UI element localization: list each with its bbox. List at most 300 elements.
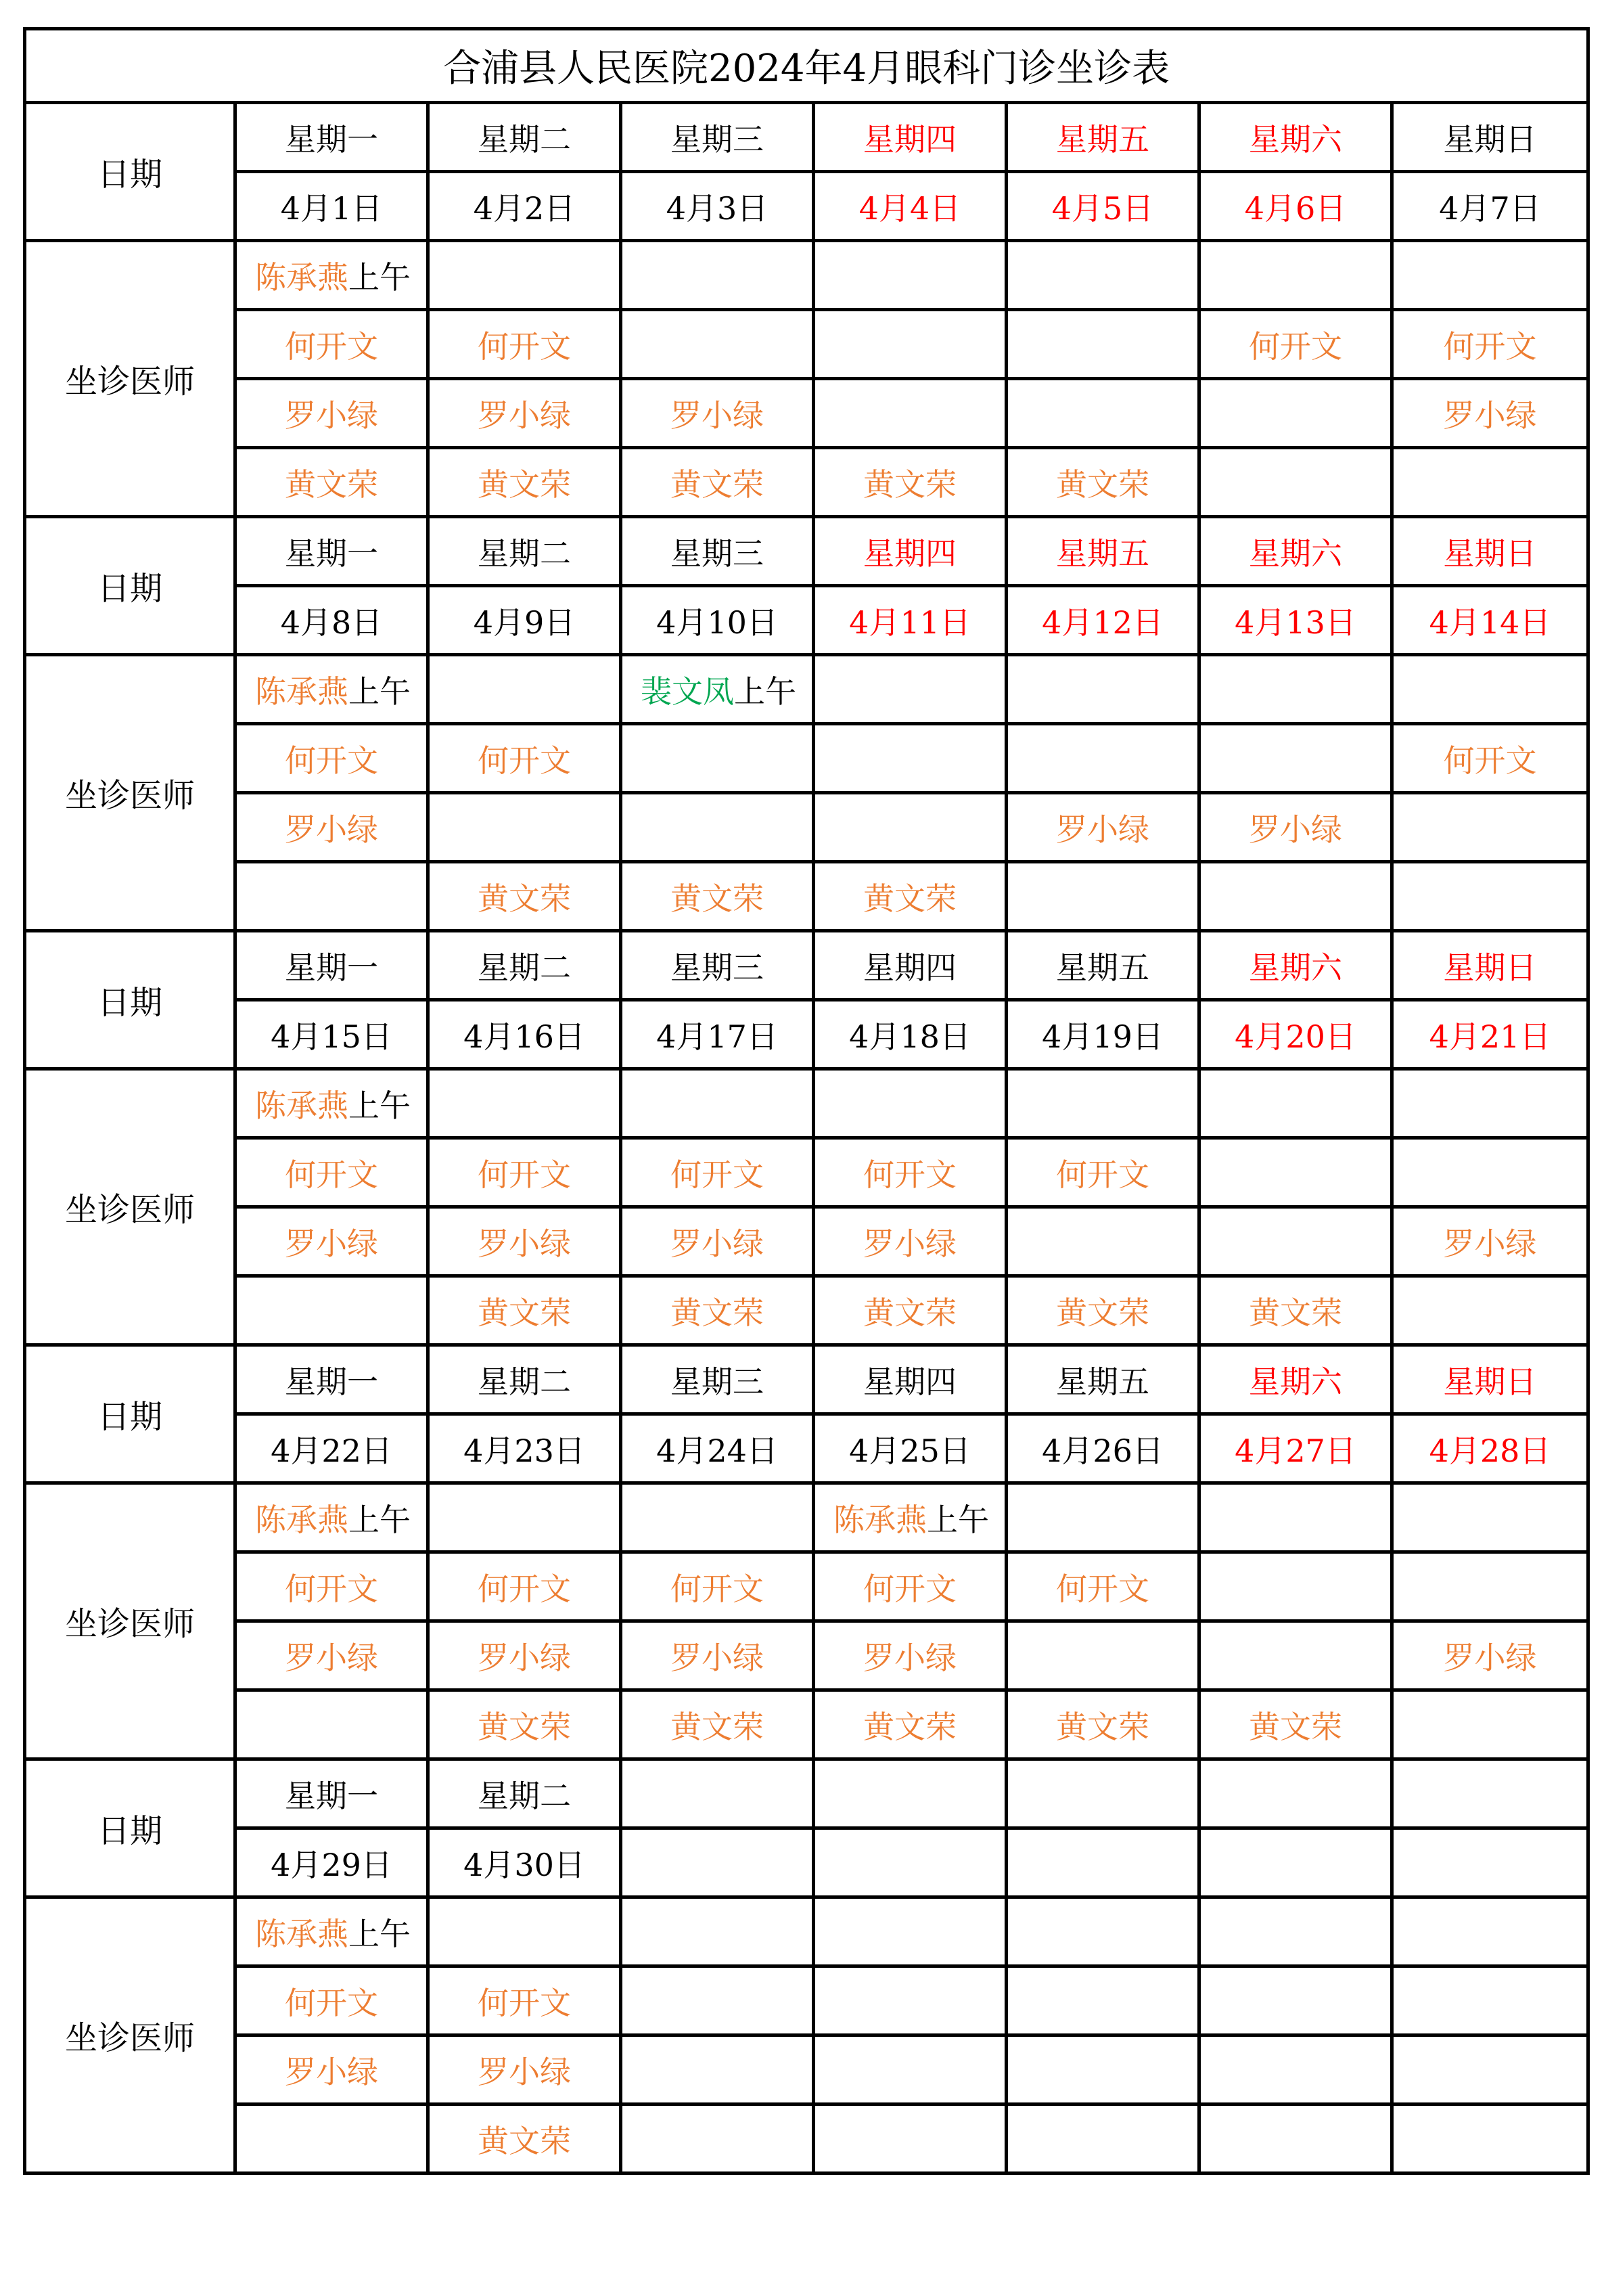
doctor-cell — [1199, 1276, 1392, 1345]
doctor-cell — [621, 1138, 814, 1207]
doctor-cell — [1199, 448, 1392, 517]
date-row — [25, 1000, 1588, 1069]
doctor-cell — [428, 655, 621, 724]
doctor-name: 何开文 — [478, 742, 571, 779]
weekday-cell — [1392, 1759, 1588, 1828]
doctor-cell — [235, 448, 428, 517]
doctor-row — [25, 862, 1588, 931]
doctor-name: 罗小绿 — [478, 1225, 571, 1262]
doctor-cell — [814, 379, 1007, 448]
doctor-cell — [1392, 379, 1588, 448]
doctor-row — [25, 1621, 1588, 1690]
doctor-cell — [621, 1897, 814, 1966]
date-cell: 4月25日 — [814, 1414, 1007, 1483]
date-cell: 4月4日 — [814, 172, 1007, 241]
doctor-name: 罗小绿 — [1443, 1639, 1537, 1676]
doctors-label: 坐诊医师 — [25, 1483, 235, 1759]
date-cell: 4月21日 — [1392, 1000, 1588, 1069]
doctor-cell — [814, 448, 1007, 517]
weekday-row — [25, 931, 1588, 1000]
doctor-cell — [1007, 1690, 1199, 1759]
doctor-name: 何开文 — [863, 1570, 957, 1607]
doctor-cell — [1392, 1690, 1588, 1759]
date-cell: 4月9日 — [428, 586, 621, 655]
table-title: 合浦县人民医院2024年4月眼科门诊坐诊表 — [25, 29, 1588, 103]
doctor-cell — [621, 241, 814, 310]
doctor-cell — [621, 724, 814, 793]
doctor-row — [25, 1483, 1588, 1552]
doctor-name: 陈承燕 — [255, 1915, 348, 1952]
doctor-cell — [814, 793, 1007, 862]
date-cell: 4月7日 — [1392, 172, 1588, 241]
weekday-row — [25, 1345, 1588, 1414]
doctor-cell — [1007, 2104, 1199, 2174]
doctor-row — [25, 1207, 1588, 1276]
doctor-cell — [428, 2104, 621, 2174]
date-cell — [1199, 1828, 1392, 1897]
date-label: 日期 — [25, 1345, 235, 1483]
weekday-cell: 星期六 — [1199, 1345, 1392, 1414]
doctor-name: 黄文荣 — [285, 466, 378, 503]
doctor-name: 罗小绿 — [670, 1639, 764, 1676]
date-row — [25, 1414, 1588, 1483]
doctor-name: 罗小绿 — [863, 1225, 957, 1262]
doctor-cell — [428, 1276, 621, 1345]
weekday-row — [25, 103, 1588, 172]
doctor-cell — [1007, 793, 1199, 862]
doctor-name: 罗小绿 — [478, 397, 571, 434]
doctor-name: 何开文 — [1443, 328, 1537, 365]
date-cell: 4月30日 — [428, 1828, 621, 1897]
weekday-cell: 星期四 — [814, 1345, 1007, 1414]
doctor-cell — [235, 1966, 428, 2035]
doctor-row — [25, 310, 1588, 379]
doctor-cell — [621, 379, 814, 448]
doctor-cell — [235, 793, 428, 862]
doctor-cell — [1007, 862, 1199, 931]
weekday-cell: 星期五 — [1007, 103, 1199, 172]
doctor-cell — [1199, 2035, 1392, 2104]
date-cell: 4月10日 — [621, 586, 814, 655]
doctor-name: 罗小绿 — [285, 397, 378, 434]
weekday-cell — [1199, 1759, 1392, 1828]
doctor-cell — [428, 793, 621, 862]
weekday-cell: 星期二 — [428, 103, 621, 172]
doctor-cell — [814, 1621, 1007, 1690]
doctor-row — [25, 793, 1588, 862]
doctor-name: 陈承燕 — [833, 1501, 927, 1538]
doctor-name: 裴文凤 — [641, 673, 734, 710]
doctor-cell — [1007, 310, 1199, 379]
doctor-cell — [814, 1138, 1007, 1207]
doctor-name: 罗小绿 — [1443, 397, 1537, 434]
doctor-name: 何开文 — [285, 742, 378, 779]
doctor-cell — [621, 1621, 814, 1690]
doctor-cell — [1199, 310, 1392, 379]
doctor-cell — [1199, 1897, 1392, 1966]
doctor-cell — [428, 1966, 621, 2035]
doctor-name: 罗小绿 — [285, 2053, 378, 2090]
doctor-name: 黄文荣 — [863, 1708, 957, 1745]
doctor-cell — [1392, 241, 1588, 310]
doctor-name: 黄文荣 — [863, 880, 957, 917]
weekday-cell: 星期四 — [814, 103, 1007, 172]
doctor-name: 黄文荣 — [863, 1294, 957, 1331]
session-label: 上午 — [348, 1501, 411, 1538]
date-cell: 4月28日 — [1392, 1414, 1588, 1483]
doctor-name: 黄文荣 — [670, 466, 764, 503]
doctor-name: 黄文荣 — [1249, 1708, 1342, 1745]
weekday-cell: 星期一 — [235, 931, 428, 1000]
date-row — [25, 172, 1588, 241]
doctors-label: 坐诊医师 — [25, 655, 235, 931]
doctor-cell — [1199, 1690, 1392, 1759]
doctor-name: 罗小绿 — [478, 2053, 571, 2090]
weekday-cell: 星期一 — [235, 1345, 428, 1414]
doctor-cell — [235, 2035, 428, 2104]
doctor-cell — [621, 793, 814, 862]
weekday-cell: 星期二 — [428, 517, 621, 586]
doctor-name: 何开文 — [1443, 742, 1537, 779]
date-cell — [621, 1828, 814, 1897]
weekday-row — [25, 517, 1588, 586]
doctor-name: 罗小绿 — [285, 811, 378, 848]
doctor-name: 陈承燕 — [255, 1501, 348, 1538]
date-cell: 4月12日 — [1007, 586, 1199, 655]
doctor-name: 黄文荣 — [478, 2122, 571, 2159]
weekday-cell: 星期一 — [235, 1759, 428, 1828]
doctor-cell — [814, 724, 1007, 793]
doctor-name: 黄文荣 — [1056, 466, 1149, 503]
weekday-cell: 星期二 — [428, 1345, 621, 1414]
doctor-cell — [621, 1276, 814, 1345]
doctor-cell — [235, 1897, 428, 1966]
date-cell: 4月6日 — [1199, 172, 1392, 241]
doctor-cell — [428, 1207, 621, 1276]
weekday-cell: 星期五 — [1007, 1345, 1199, 1414]
doctor-name: 罗小绿 — [285, 1639, 378, 1676]
doctor-cell — [1007, 655, 1199, 724]
weekday-cell — [621, 1759, 814, 1828]
doctor-cell — [1392, 1621, 1588, 1690]
doctor-cell — [1007, 1552, 1199, 1621]
date-label: 日期 — [25, 1759, 235, 1897]
doctor-name: 何开文 — [285, 1570, 378, 1607]
doctor-cell — [235, 1552, 428, 1621]
doctor-cell — [1199, 1966, 1392, 2035]
doctor-cell — [428, 1069, 621, 1138]
date-cell: 4月5日 — [1007, 172, 1199, 241]
date-cell: 4月27日 — [1199, 1414, 1392, 1483]
doctor-row — [25, 724, 1588, 793]
session-label: 上午 — [348, 1915, 411, 1952]
doctor-cell — [1392, 1897, 1588, 1966]
doctor-name: 何开文 — [285, 1984, 378, 2021]
weekday-cell: 星期五 — [1007, 931, 1199, 1000]
doctor-cell — [235, 1621, 428, 1690]
weekday-cell: 星期日 — [1392, 517, 1588, 586]
doctor-name: 何开文 — [478, 1984, 571, 2021]
doctor-name: 黄文荣 — [670, 1708, 764, 1745]
doctor-cell — [1392, 2104, 1588, 2174]
doctor-cell — [621, 2035, 814, 2104]
doctor-name: 陈承燕 — [255, 258, 348, 296]
doctor-cell — [1392, 1552, 1588, 1621]
doctor-name: 陈承燕 — [255, 673, 348, 710]
doctor-cell — [621, 448, 814, 517]
doctor-cell — [1392, 1483, 1588, 1552]
doctor-cell — [1199, 379, 1392, 448]
date-cell: 4月29日 — [235, 1828, 428, 1897]
weekday-cell: 星期日 — [1392, 1345, 1588, 1414]
doctor-cell — [1007, 1483, 1199, 1552]
session-label: 上午 — [927, 1501, 989, 1538]
doctor-cell — [621, 1552, 814, 1621]
doctor-cell — [621, 1690, 814, 1759]
doctor-name: 何开文 — [670, 1156, 764, 1193]
doctor-name: 黄文荣 — [1056, 1294, 1149, 1331]
doctor-cell — [814, 1483, 1007, 1552]
doctor-row — [25, 241, 1588, 310]
doctor-cell — [235, 310, 428, 379]
doctor-cell — [814, 1552, 1007, 1621]
doctor-cell — [1392, 793, 1588, 862]
doctor-cell — [1392, 862, 1588, 931]
doctor-cell — [235, 862, 428, 931]
doctor-cell — [1199, 724, 1392, 793]
doctor-cell — [235, 724, 428, 793]
weekday-cell: 星期一 — [235, 517, 428, 586]
doctor-row — [25, 448, 1588, 517]
schedule-table — [23, 27, 1590, 2175]
session-label: 上午 — [348, 673, 411, 710]
doctor-cell — [1199, 241, 1392, 310]
doctor-cell — [1007, 1966, 1199, 2035]
doctor-cell — [814, 655, 1007, 724]
doctor-name: 何开文 — [478, 1570, 571, 1607]
doctor-cell — [235, 2104, 428, 2174]
doctor-name: 罗小绿 — [670, 1225, 764, 1262]
doctor-cell — [621, 1207, 814, 1276]
date-cell — [1392, 1828, 1588, 1897]
weekday-cell: 星期一 — [235, 103, 428, 172]
doctor-cell — [428, 862, 621, 931]
date-cell — [1007, 1828, 1199, 1897]
date-cell: 4月15日 — [235, 1000, 428, 1069]
doctor-row — [25, 1897, 1588, 1966]
weekday-cell — [1007, 1759, 1199, 1828]
doctor-cell — [235, 1069, 428, 1138]
doctor-cell — [1007, 1138, 1199, 1207]
doctor-cell — [235, 1483, 428, 1552]
weekday-cell: 星期日 — [1392, 103, 1588, 172]
date-cell: 4月14日 — [1392, 586, 1588, 655]
doctor-row — [25, 1690, 1588, 1759]
doctor-cell — [235, 1690, 428, 1759]
date-label: 日期 — [25, 517, 235, 655]
doctor-name: 何开文 — [1249, 328, 1342, 365]
doctor-name: 黄文荣 — [478, 466, 571, 503]
weekday-row — [25, 1759, 1588, 1828]
doctor-cell — [621, 655, 814, 724]
doctor-cell — [621, 862, 814, 931]
weekday-cell: 星期三 — [621, 103, 814, 172]
doctor-name: 罗小绿 — [478, 1639, 571, 1676]
doctors-label: 坐诊医师 — [25, 241, 235, 517]
doctor-row — [25, 1069, 1588, 1138]
doctor-cell — [1392, 1069, 1588, 1138]
weekday-cell: 星期六 — [1199, 103, 1392, 172]
doctor-cell — [1007, 724, 1199, 793]
doctor-cell — [235, 379, 428, 448]
doctor-cell — [428, 379, 621, 448]
doctor-row — [25, 2104, 1588, 2174]
weekday-cell: 星期三 — [621, 931, 814, 1000]
doctor-cell — [428, 1690, 621, 1759]
date-cell: 4月3日 — [621, 172, 814, 241]
doctor-cell — [814, 1690, 1007, 1759]
date-cell: 4月24日 — [621, 1414, 814, 1483]
doctor-name: 何开文 — [478, 328, 571, 365]
doctor-row — [25, 1138, 1588, 1207]
doctor-cell — [1199, 1483, 1392, 1552]
doctor-name: 黄文荣 — [863, 466, 957, 503]
doctors-label: 坐诊医师 — [25, 1069, 235, 1345]
doctor-cell — [814, 1276, 1007, 1345]
date-label: 日期 — [25, 931, 235, 1069]
doctor-name: 黄文荣 — [478, 880, 571, 917]
date-cell: 4月16日 — [428, 1000, 621, 1069]
weekday-cell: 星期六 — [1199, 517, 1392, 586]
weekday-cell: 星期三 — [621, 1345, 814, 1414]
doctor-cell — [1007, 1276, 1199, 1345]
weekday-cell: 星期四 — [814, 931, 1007, 1000]
doctor-cell — [1199, 1069, 1392, 1138]
doctor-row — [25, 2035, 1588, 2104]
date-cell: 4月18日 — [814, 1000, 1007, 1069]
doctor-cell — [814, 1966, 1007, 2035]
doctor-cell — [1199, 655, 1392, 724]
doctor-cell — [621, 310, 814, 379]
doctor-name: 何开文 — [1056, 1570, 1149, 1607]
date-cell: 4月13日 — [1199, 586, 1392, 655]
doctor-cell — [428, 448, 621, 517]
doctor-cell — [621, 1483, 814, 1552]
doctor-cell — [235, 241, 428, 310]
doctor-name: 罗小绿 — [863, 1639, 957, 1676]
doctor-cell — [428, 1552, 621, 1621]
weekday-cell: 星期五 — [1007, 517, 1199, 586]
doctor-name: 黄文荣 — [1249, 1294, 1342, 1331]
weekday-cell: 星期日 — [1392, 931, 1588, 1000]
date-cell: 4月8日 — [235, 586, 428, 655]
doctor-name: 罗小绿 — [1249, 811, 1342, 848]
doctor-cell — [428, 724, 621, 793]
doctor-cell — [235, 1207, 428, 1276]
doctor-cell — [1392, 448, 1588, 517]
doctor-cell — [1392, 1966, 1588, 2035]
weekday-cell: 星期二 — [428, 1759, 621, 1828]
doctor-name: 黄文荣 — [670, 1294, 764, 1331]
doctor-name: 陈承燕 — [255, 1087, 348, 1124]
date-label: 日期 — [25, 103, 235, 241]
doctor-cell — [235, 1138, 428, 1207]
doctor-cell — [1199, 862, 1392, 931]
doctor-cell — [1199, 1138, 1392, 1207]
doctor-cell — [235, 655, 428, 724]
doctor-cell — [1199, 1207, 1392, 1276]
date-cell: 4月17日 — [621, 1000, 814, 1069]
doctor-cell — [1392, 655, 1588, 724]
doctor-cell — [814, 1207, 1007, 1276]
doctor-name: 何开文 — [670, 1570, 764, 1607]
doctor-cell — [1392, 1207, 1588, 1276]
doctor-cell — [1199, 793, 1392, 862]
doctors-label: 坐诊医师 — [25, 1897, 235, 2174]
doctor-name: 黄文荣 — [670, 880, 764, 917]
weekday-cell: 星期三 — [621, 517, 814, 586]
doctor-cell — [428, 2035, 621, 2104]
date-row — [25, 586, 1588, 655]
doctor-cell — [1199, 2104, 1392, 2174]
session-label: 上午 — [734, 673, 796, 710]
date-cell — [814, 1828, 1007, 1897]
doctor-row — [25, 655, 1588, 724]
doctor-cell — [814, 2104, 1007, 2174]
date-cell: 4月19日 — [1007, 1000, 1199, 1069]
date-cell: 4月11日 — [814, 586, 1007, 655]
doctor-cell — [428, 241, 621, 310]
weekday-cell — [814, 1759, 1007, 1828]
doctor-name: 罗小绿 — [1056, 811, 1149, 848]
doctor-cell — [428, 310, 621, 379]
date-cell: 4月2日 — [428, 172, 621, 241]
doctor-name: 何开文 — [478, 1156, 571, 1193]
doctor-cell — [814, 241, 1007, 310]
doctor-cell — [1392, 1138, 1588, 1207]
doctor-cell — [814, 1897, 1007, 1966]
doctor-row — [25, 1552, 1588, 1621]
title-row — [25, 29, 1588, 103]
date-cell: 4月26日 — [1007, 1414, 1199, 1483]
doctor-cell — [814, 2035, 1007, 2104]
doctor-name: 黄文荣 — [1056, 1708, 1149, 1745]
doctor-row — [25, 379, 1588, 448]
doctor-name: 罗小绿 — [285, 1225, 378, 1262]
doctor-cell — [428, 1897, 621, 1966]
doctor-cell — [814, 310, 1007, 379]
doctor-cell — [814, 862, 1007, 931]
session-label: 上午 — [348, 1087, 411, 1124]
doctor-cell — [428, 1483, 621, 1552]
doctor-cell — [1199, 1621, 1392, 1690]
doctor-cell — [1007, 1069, 1199, 1138]
doctor-cell — [1007, 1621, 1199, 1690]
session-label: 上午 — [348, 258, 411, 296]
doctor-cell — [621, 1069, 814, 1138]
doctor-name: 何开文 — [1056, 1156, 1149, 1193]
weekday-cell: 星期四 — [814, 517, 1007, 586]
doctor-name: 罗小绿 — [670, 397, 764, 434]
doctor-cell — [1392, 724, 1588, 793]
doctor-cell — [1007, 241, 1199, 310]
weekday-cell: 星期六 — [1199, 931, 1392, 1000]
doctor-cell — [814, 1069, 1007, 1138]
doctor-name: 黄文荣 — [478, 1708, 571, 1745]
doctor-cell — [1392, 1276, 1588, 1345]
doctor-cell — [1007, 2035, 1199, 2104]
doctor-cell — [1007, 1207, 1199, 1276]
